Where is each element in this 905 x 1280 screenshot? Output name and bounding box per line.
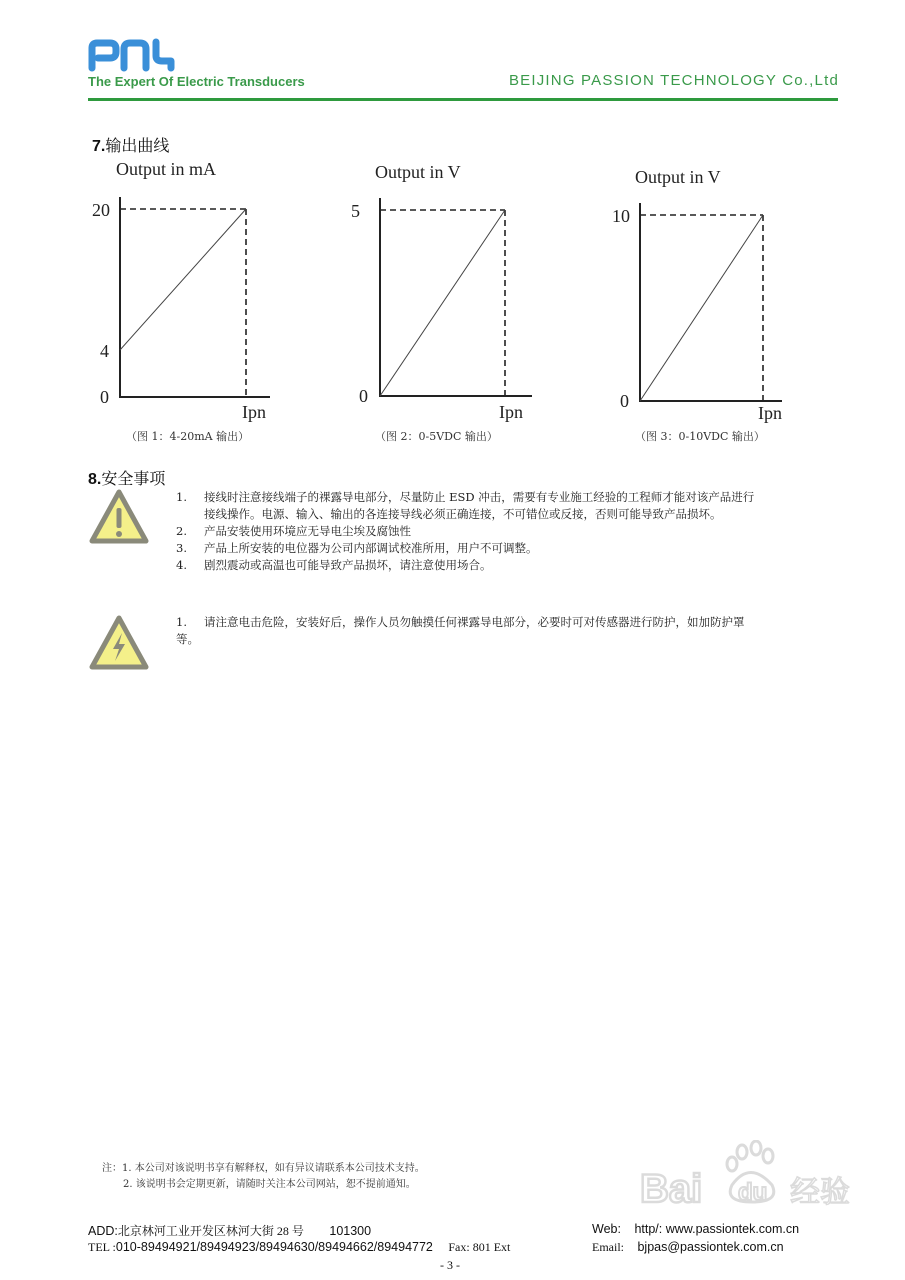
section-7-heading: 输出曲线 [105,138,170,155]
section-8-heading: 安全事项 [101,471,166,488]
item-text-continued: 等。 [176,632,199,646]
y-tick-0: 0 [359,386,368,406]
footer-address [88,1222,371,1239]
list-item [176,557,842,574]
item-number: 4. [176,558,187,572]
notes-prefix: 注： [102,1163,122,1174]
web-label: Web: [592,1222,621,1236]
section-8-number: 8. [88,471,102,488]
item-text: 产品上所安装的电位器为公司内部调试校准所用，用户不可调整。 [204,541,538,555]
y-tick-0: 0 [100,387,109,407]
output-line [380,210,505,396]
chart-2-caption: （图 2：0-5VDC 输出） [375,430,498,443]
chart-3-title: Output in V [635,167,721,187]
fax-value: Fax: 801 Ext [448,1240,511,1254]
tel-label: TEL : [88,1240,116,1254]
address-value: 北京林河工业开发区林河大街 28 号 [117,1224,304,1238]
section-8-title [88,466,165,489]
x-tick-ipn: Ipn [242,402,266,422]
item-text: 请注意电击危险，安装好后，操作人员勿触摸任何裸露导电部分，必要时可对传感器进行防护，如加防护罩 [204,615,745,629]
high-voltage-icon [88,614,150,676]
y-tick-5: 5 [351,201,360,221]
chart-1-caption: （图 1：4-20mA 输出） [126,430,250,443]
warning-exclamation-icon [88,488,150,550]
item-text: 产品安装使用环境应无导电尘埃及腐蚀性 [204,524,411,538]
notes [102,1161,425,1193]
item-number: 3. [176,541,187,555]
watermark-text: Bai [640,1167,703,1211]
chart-0-10vdc [610,155,810,435]
chart-2-title: Output in V [375,162,461,182]
footer-tel [88,1240,510,1255]
item-number: 2. [176,524,187,538]
tagline: The Expert Of Electric Transducers [88,74,305,89]
chart-1-title: Output in mA [116,159,217,179]
svg-text:du: du [738,1179,768,1206]
chart-4-20ma [90,150,290,430]
email-link[interactable]: bjpas@passiontek.com.cn [637,1240,784,1254]
item-number: 1. [176,615,187,629]
company-logo [88,38,178,72]
list-item [176,489,842,506]
item-text: 剧烈震动或高温也可能导致产品损坏，请注意使用场合。 [204,558,492,572]
y-tick-10: 10 [612,206,630,226]
list-item [176,540,842,557]
item-number: 1. [176,490,187,504]
note-1: 1. 本公司对该说明书享有解释权，如有异议请联系本公司技术支持。 [122,1163,425,1174]
section-7-number: 7. [92,138,106,155]
y-tick-0: 0 [620,391,629,411]
y-tick-4: 4 [100,341,109,361]
company-name: BEIJING PASSION TECHNOLOGY Co.,Ltd [508,72,839,89]
output-line [640,215,763,401]
page-number: - 3 - [440,1258,460,1272]
item-text-continued: 接线操作。电源、输入、输出的各连接导线必须正确连接，不可错位或反接，否则可能导致产品损坏。 [204,507,722,521]
item-text: 接线时注意接线端子的裸露导电部分，尽量防止 ESD 冲击，需要有专业施工经验的工程师才能对该产品进行 [204,490,755,504]
baidu-watermark [640,1140,855,1235]
output-line [120,209,246,350]
svg-text:经验: 经验 [790,1175,850,1210]
footer-web [592,1222,799,1236]
note-2: 2. 该说明书会定期更新，请随时关注本公司网站，恕不提前通知。 [123,1179,416,1190]
chart-0-5vdc [350,150,550,430]
general-safety-list [176,489,842,574]
list-item [176,614,842,631]
postcode: 101300 [329,1224,372,1238]
footer-email [592,1240,784,1255]
address-label: ADD: [88,1224,118,1238]
email-label: Email: [592,1240,624,1254]
electric-safety-list [176,614,842,648]
list-item [176,523,842,540]
x-tick-ipn: Ipn [499,402,523,422]
y-tick-20: 20 [92,200,110,220]
tel-value: 010-89494921/89494923/89494630/89494662/89494772 [115,1240,433,1254]
web-link[interactable]: http/: www.passiontek.com.cn [634,1222,800,1236]
chart-3-caption: （图 3：0-10VDC 输出） [635,430,765,443]
header-divider [88,98,838,101]
pas-logo-icon [88,38,178,72]
x-tick-ipn: Ipn [758,403,782,423]
